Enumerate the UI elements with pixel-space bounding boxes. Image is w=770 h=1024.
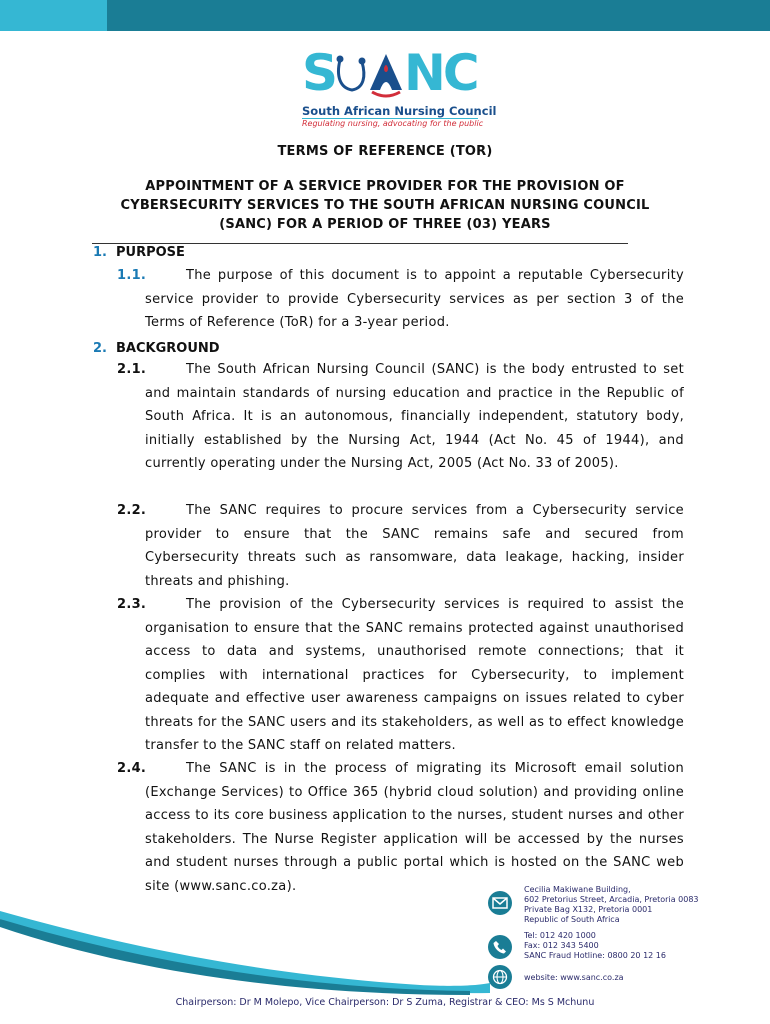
paragraph-text: The SANC requires to procure services from a Cybersecurity service provider to ensure that the SANC remains safe and secured from Cybersecurity threats such as ransomware, data leakage, hacking, insider threats and phishing.	[145, 503, 684, 589]
document-subtitle	[0, 177, 770, 234]
section-title: BACKGROUND	[116, 341, 220, 356]
paragraph-number: 2.3.	[117, 597, 147, 612]
title-underline	[92, 243, 628, 244]
logo-tagline: Regulating nursing, advocating for the public	[302, 119, 484, 128]
address-line: Republic of South Africa	[524, 915, 620, 924]
paragraph-2-1	[117, 358, 684, 476]
document-title: TERMS OF REFERENCE (TOR)	[277, 144, 493, 159]
paragraph-number: 2.1.	[117, 362, 147, 377]
top-color-bar	[0, 0, 770, 31]
paragraph-text: The provision of the Cybersecurity services is required to assist the organisation to ensure that the SANC remains protected against unauthorised access to data and systems, unauthorised remote connections; that it complies with international practices for Cybersecurity, to implement adequate and effective user awareness campaigns on issues related to cyber threats for the SANC users and its stakeholders, as well as to effect knowledge transfer to the SANC staff on related matters.	[145, 597, 684, 753]
phone-icon	[488, 935, 512, 959]
contact-block	[488, 885, 728, 995]
paragraph-text: The purpose of this document is to appoint a reputable Cybersecurity service provider to provide Cybersecurity services as per section 3 of the Terms of Reference (ToR) for a 3-year period.	[145, 268, 684, 330]
phone-line: Fax: 012 343 5400	[524, 941, 599, 950]
paragraph-text: The South African Nursing Council (SANC) is the body entrusted to set and maintain standards of nursing education and practice in the Republic of South Africa. It is an autonomous, financially independent, statutory body, initially established by the Nursing Act, 1944 (Act No. 45 of 1944), and currently operating under the Nursing Act, 2005 (Act No. 33 of 2005).	[145, 362, 684, 471]
footer-officials: Chairperson: Dr M Molepo, Vice Chairperson: Dr S Zuma, Registrar & CEO: Ms S Mchunu	[175, 997, 595, 1008]
section-number: 1.	[93, 245, 107, 260]
subtitle-line: (SANC) FOR A PERIOD OF THREE (03) YEARS	[219, 217, 551, 232]
sanc-wordmark-graphic	[300, 46, 480, 102]
svg-text:S: S	[302, 46, 337, 102]
logo-org-name: South African Nursing Council	[302, 104, 497, 118]
top-bar-light-segment	[0, 0, 107, 31]
paragraph-2-3	[117, 593, 684, 758]
globe-icon	[488, 965, 512, 989]
section-number: 2.	[93, 341, 107, 356]
paragraph-number: 2.2.	[117, 503, 147, 518]
address-line: Private Bag X132, Pretoria 0001	[524, 905, 653, 914]
paragraph-number: 2.4.	[117, 761, 147, 776]
svg-text:NC: NC	[404, 46, 477, 102]
section-heading-background	[93, 341, 220, 356]
paragraph-1-1	[117, 264, 684, 335]
paragraph-2-4	[117, 757, 684, 898]
paragraph-2-2	[117, 499, 684, 593]
address-line: 602 Pretorius Street, Arcadia, Pretoria 0083	[524, 895, 699, 904]
section-heading-purpose	[93, 245, 185, 260]
website-line[interactable]: website: www.sanc.co.za	[524, 973, 624, 982]
paragraph-number: 1.1.	[117, 268, 147, 283]
phone-line: Tel: 012 420 1000	[524, 931, 596, 940]
section-title: PURPOSE	[116, 245, 185, 260]
subtitle-line: CYBERSECURITY SERVICES TO THE SOUTH AFRICAN NURSING COUNCIL	[120, 198, 650, 213]
mail-icon	[488, 891, 512, 915]
paragraph-text: The SANC is in the process of migrating its Microsoft email solution (Exchange Services) to Office 365 (hybrid cloud solution) and providing online access to its core business application to the nurses, student nurses and other stakeholders. The Nurse Register application will be accessed by the nurses and student nurses through a public portal which is hosted on the SANC web site (www.sanc.co.za).	[145, 761, 684, 894]
phone-line: SANC Fraud Hotline: 0800 20 12 16	[524, 951, 666, 960]
top-bar-dark-segment	[107, 0, 770, 31]
address-line: Cecilia Makiwane Building,	[524, 885, 631, 894]
sanc-logo	[300, 46, 497, 132]
subtitle-line: APPOINTMENT OF A SERVICE PROVIDER FOR THE PROVISION OF	[145, 179, 625, 194]
